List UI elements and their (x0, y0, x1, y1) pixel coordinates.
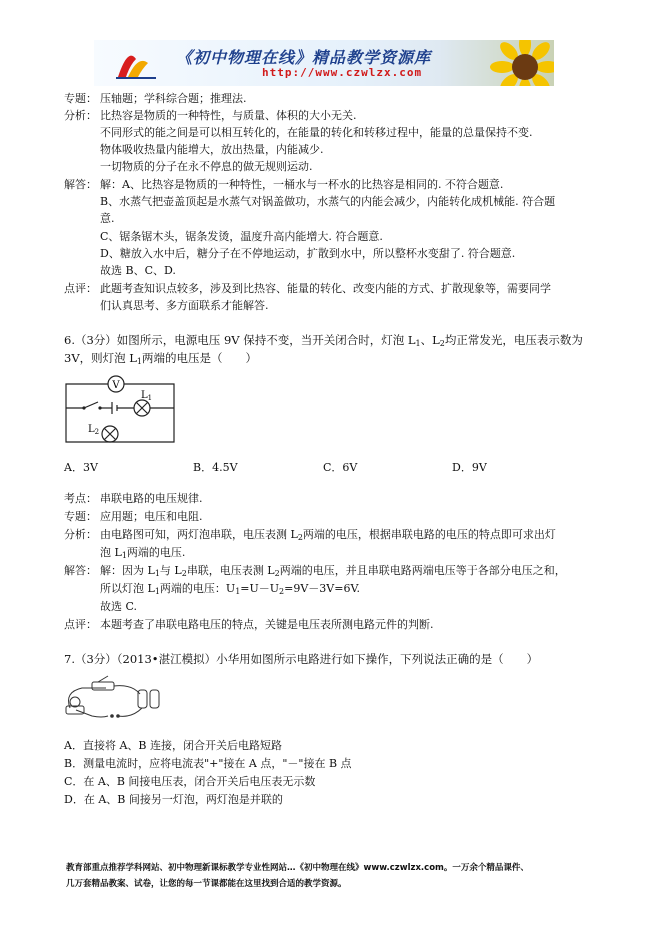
q6-analysis-label: 分析： (64, 528, 97, 541)
comment-line: 们认真思考、多方面联系才能解答. (100, 299, 269, 312)
analysis-label: 分析： (64, 109, 97, 122)
q6-circuit-diagram (62, 372, 180, 448)
q7-option-c[interactable]: C．在 A、B 间接电压表，闭合开关后电压表无示数 (64, 775, 316, 788)
solution-line: 故选 B、C、D. (100, 264, 176, 277)
banner-url[interactable]: http://www.czwlzx.com (262, 66, 423, 79)
analysis-line: 不同形式的能之间是可以相互转化的，在能量的转化和转移过程中，能量的总量保持不变. (100, 126, 533, 139)
analysis-line: 比热容是物质的一种特性，与质量、体积的大小无关. (100, 109, 357, 122)
solution-line: B、水蒸气把壶盖顶起是水蒸气对锅盖做功，水蒸气的内能会减少，内能转化成机械能. 符合题 (100, 195, 556, 208)
q7-option-a[interactable]: A．直接将 A、B 连接，闭合开关后电路短路 (64, 739, 282, 752)
site-logo-icon (114, 45, 158, 81)
q7-option-b[interactable]: B．测量电流时，应将电流表"+"接在 A 点，"－"接在 B 点 (64, 757, 352, 770)
solution-label: 解答： (64, 178, 97, 191)
q6-option-d[interactable]: D．9V (452, 461, 487, 474)
topic-text: 压轴题；学科综合题；推理法. (100, 92, 247, 105)
q7-stem: 7.（3分）（2013•湛江模拟）小华用如图所示电路进行如下操作，下列说法正确的是（ ） (64, 652, 539, 666)
q6-stem-line-1: 6.（3分）如图所示，电源电压 9V 保持不变，当开关闭合时，灯泡 $L_1$、$L_2$均正常发光，电压表示数为 (64, 333, 583, 348)
lamp2-label: $L_2$ (88, 424, 100, 436)
lamp1-label: $L_1$ (141, 390, 153, 402)
solution-line: 解：A、比热容是物质的一种特性，一桶水与一杯水的比热容是相同的. 不符合题意. (100, 178, 504, 191)
q6-comment: 本题考查了串联电路电压的特点，关键是电压表所测电路元件的判断. (100, 618, 434, 631)
q6-solution-line: 所以灯泡 $L_1$两端的电压：$U_1=U-U_2=9V-3V=6V$. (100, 582, 360, 596)
solution-line: D、糖放入水中后，糖分子在不停地运动，扩散到水中，所以整杯水变甜了. 符合题意. (100, 247, 516, 260)
analysis-line: 一切物质的分子在永不停息的做无规则运动. (100, 160, 313, 173)
banner-title: 《初中物理在线》精品教学资源库 (176, 48, 432, 67)
comment-label: 点评： (64, 282, 97, 295)
sunflower-icon (490, 40, 554, 86)
q6-stem-line-2: 3V，则灯泡 $L_1$两端的电压是（ ） (64, 351, 258, 366)
q7-circuit-sketch (62, 672, 174, 724)
q6-solution-line: 故选 C. (100, 600, 138, 613)
q6-kaodian-label: 考点： (64, 492, 97, 505)
footer-line-1: 教育部重点推荐学科网站、初中物理新课标教学专业性网站…《初中物理在线》www.czwlzx.com。一万余个精品课件、 (66, 863, 529, 873)
q6-option-a[interactable]: A．3V (64, 461, 98, 474)
q6-option-b[interactable]: B．4.5V (193, 461, 238, 474)
q6-comment-label: 点评： (64, 618, 97, 631)
q6-solution-label: 解答： (64, 564, 97, 577)
q7-option-d[interactable]: D．在 A、B 间接另一灯泡，两灯泡是并联的 (64, 793, 283, 806)
q6-kaodian: 串联电路的电压规律. (100, 492, 203, 505)
solution-line: C、锯条锯木头，锯条发烫，温度升高内能增大. 符合题意. (100, 230, 383, 243)
q6-solution-line: 解：因为 $L_1$与 $L_2$串联，电压表测 $L_2$两端的电压，并且串联电路两端电压等于各部分电压之和， (100, 564, 566, 578)
topic-label: 专题： (64, 92, 97, 105)
voltmeter-label: V (112, 380, 120, 391)
solution-line: 意. (100, 212, 115, 225)
q6-topic-label: 专题： (64, 510, 97, 523)
q6-option-c[interactable]: C．6V (323, 461, 358, 474)
q6-analysis-line: 泡 $L_1$两端的电压. (100, 546, 186, 560)
footer-line-2: 几万套精品教案、试卷，让您的每一节课都能在这里找到合适的教学资源。 (66, 879, 347, 889)
comment-line: 此题考查知识点较多，涉及到比热容、能量的转化、改变内能的方式、扩散现象等，需要同学 (100, 282, 551, 295)
q6-analysis-line: 由电路图可知，两灯泡串联，电压表测 $L_2$两端的电压，根据串联电路的电压的特点即可求出灯 (100, 528, 556, 542)
q6-topic: 应用题；电压和电阻. (100, 510, 203, 523)
analysis-line: 物体吸收热量内能增大，放出热量，内能减少. (100, 143, 324, 156)
header-banner (94, 40, 554, 86)
